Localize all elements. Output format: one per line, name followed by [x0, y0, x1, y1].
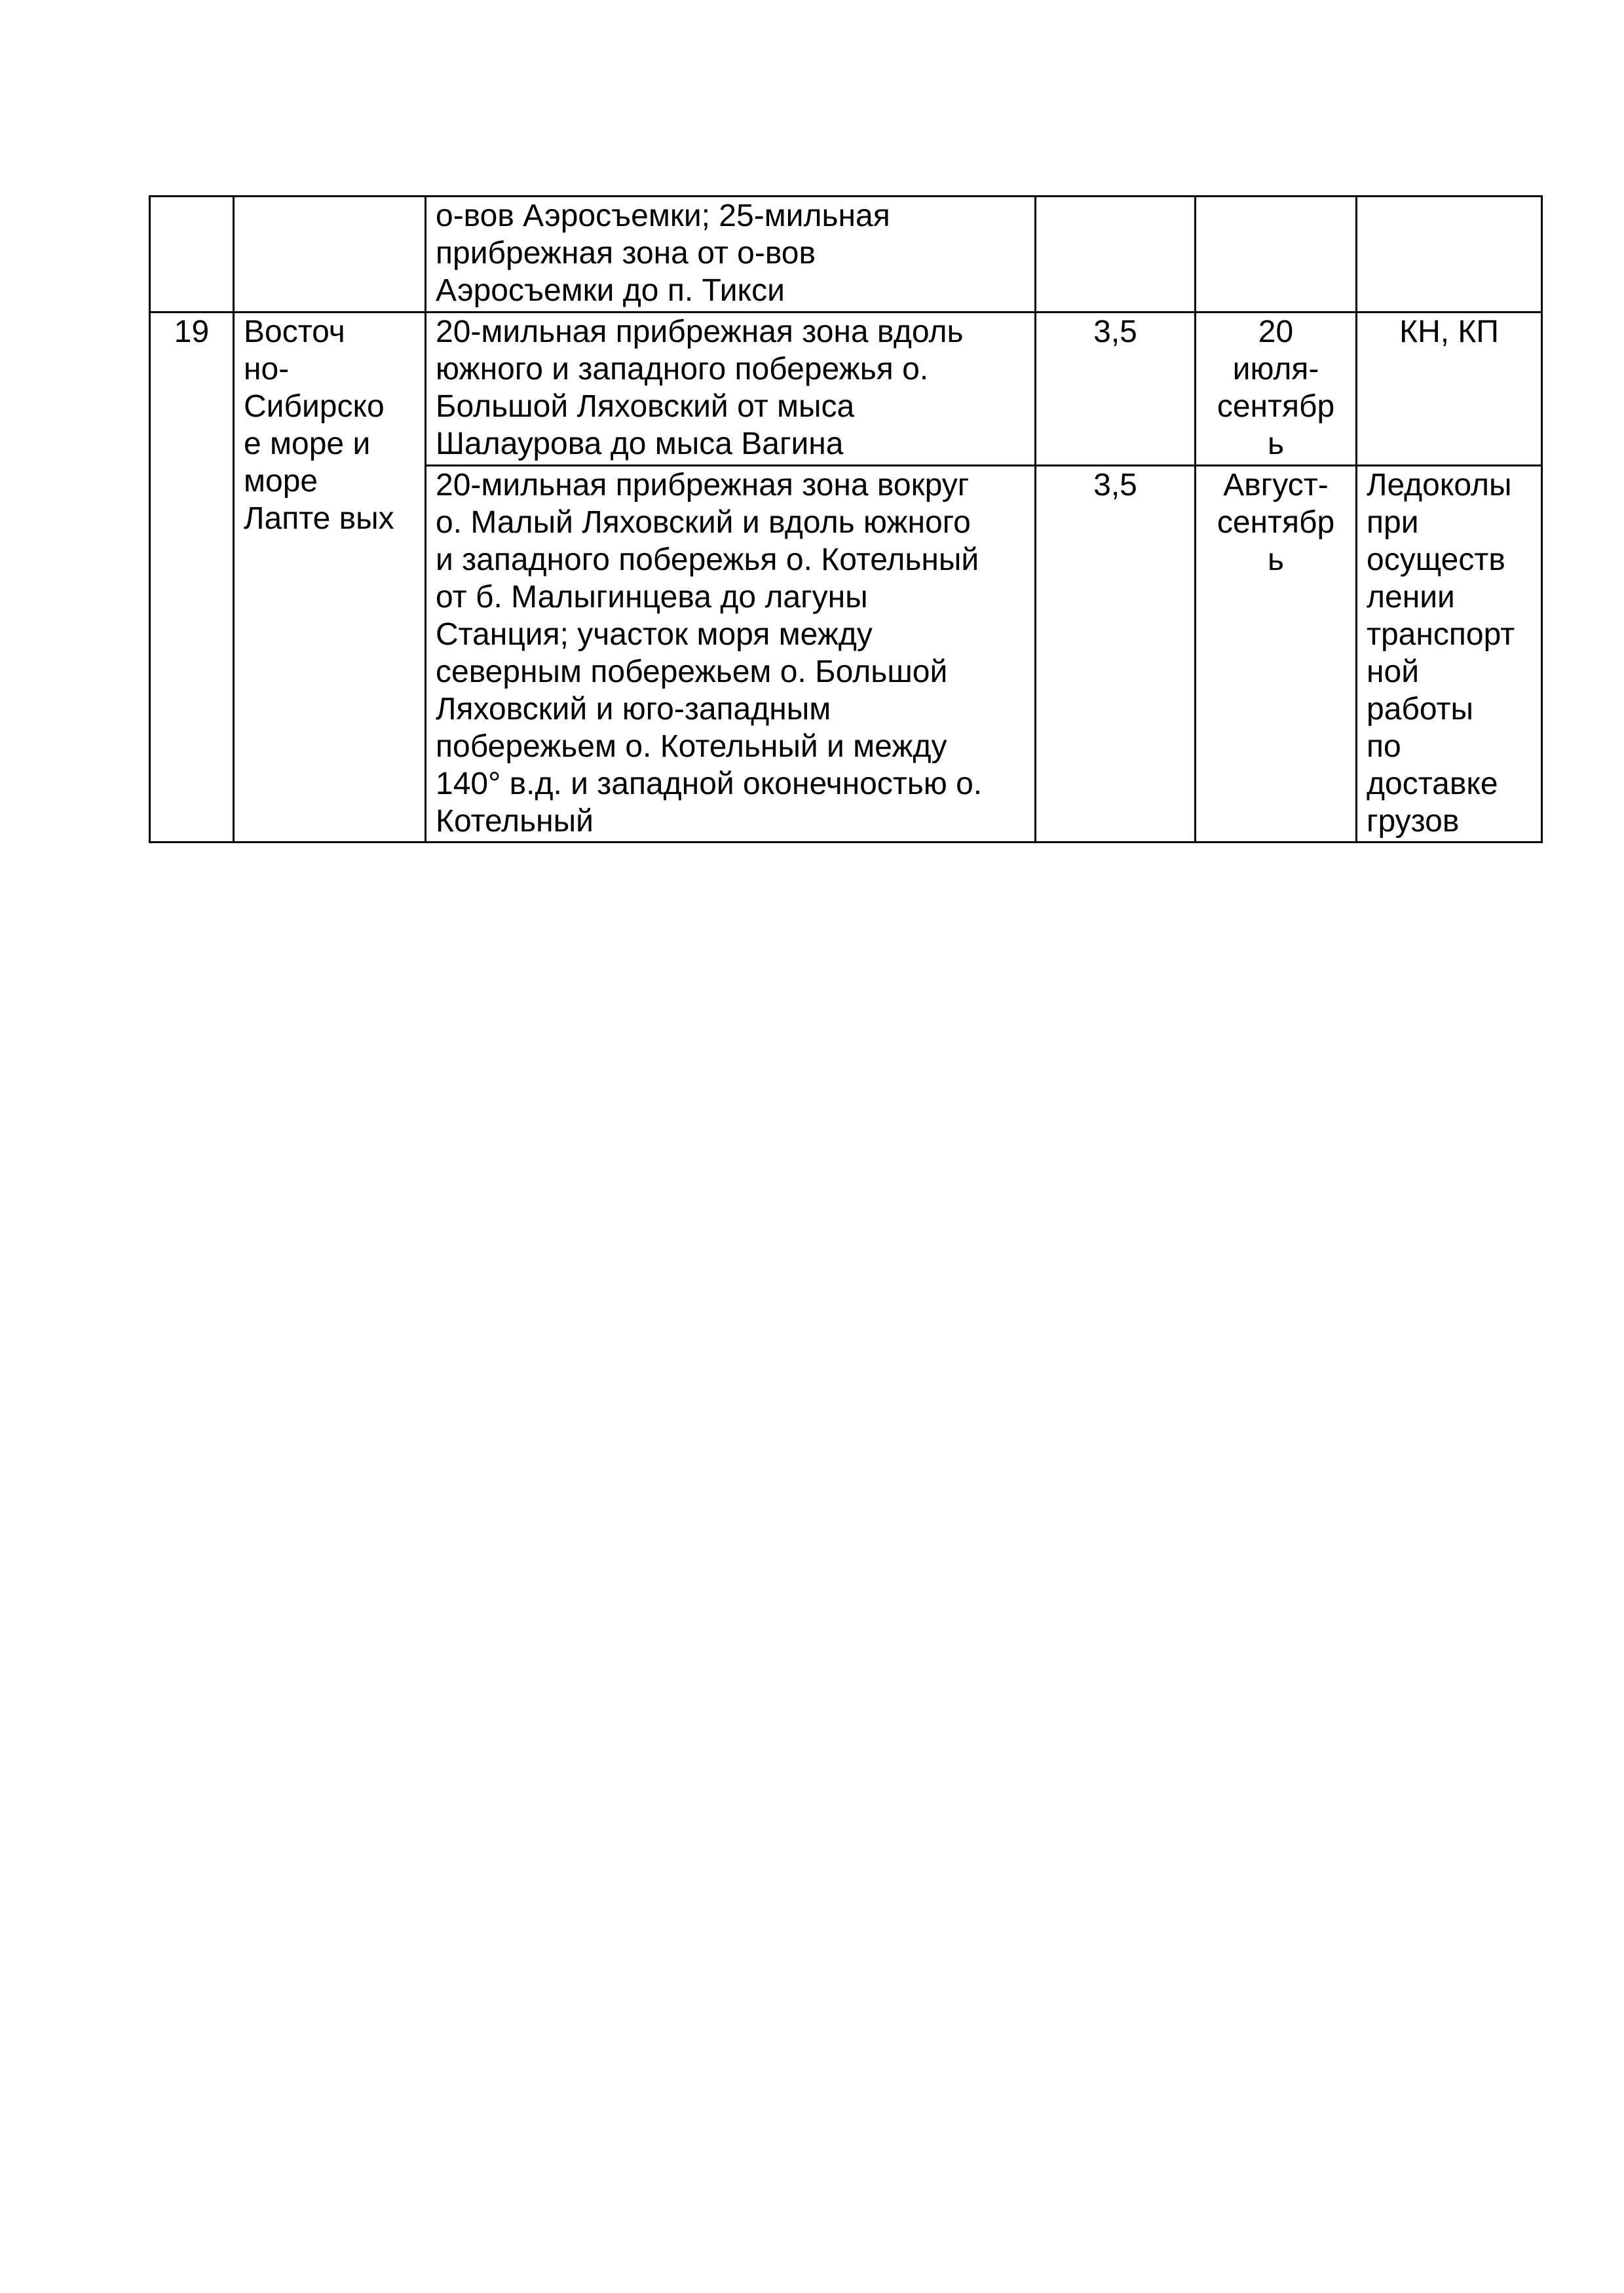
period-cell: [1196, 197, 1357, 313]
class-line: грузов: [1367, 804, 1460, 839]
class-line: транспорт: [1367, 617, 1515, 652]
period-line: сентябр: [1217, 505, 1335, 540]
period-line: ь: [1267, 426, 1284, 461]
row-number: 19: [174, 314, 210, 349]
class-line: при: [1367, 505, 1419, 540]
zone-line: побережьем о. Котельный и между: [436, 729, 947, 764]
period-line: Август-: [1223, 468, 1329, 502]
period-line: июля-: [1232, 352, 1319, 387]
sea-line: но-: [244, 352, 290, 387]
sea-line: Сибирско: [244, 389, 385, 424]
sea-name-cell: [234, 313, 426, 843]
class-cell: [1357, 313, 1542, 466]
sea-line: е море и: [244, 426, 371, 461]
class-line: по: [1367, 729, 1401, 764]
period-line: сентябр: [1217, 389, 1335, 424]
zone-line: и западного побережья о. Котельный: [436, 542, 979, 577]
class-line: Ледоколы: [1367, 468, 1512, 502]
class-line: доставке: [1367, 767, 1498, 801]
sea-line: Восточ: [244, 314, 345, 349]
regulation-table: [149, 195, 1543, 843]
value-cell: [1036, 313, 1196, 466]
value-text: 3,5: [1093, 468, 1137, 502]
sea-line: море: [244, 464, 318, 499]
zone-cell: [426, 197, 1036, 313]
zone-line: от б. Малыгинцева до лагуны: [436, 580, 868, 615]
zone-line: южного и западного побережья о.: [436, 352, 929, 387]
zone-line: 20-мильная прибрежная зона вокруг: [436, 468, 970, 502]
zone-line: северным побережьем о. Большой: [436, 654, 948, 689]
class-line: лении: [1367, 580, 1455, 615]
row-number-cell: [150, 313, 234, 843]
value-cell: [1036, 197, 1196, 313]
class-text: КН, КП: [1399, 314, 1499, 349]
zone-line: Шалаурова до мыса Вагина: [436, 426, 844, 461]
zone-line: 140° в.д. и западной оконечностью о.: [436, 767, 983, 801]
class-cell: [1357, 197, 1542, 313]
zone-line: Аэросъемки до п. Тикси: [436, 273, 785, 308]
value-cell: [1036, 466, 1196, 843]
zone-line: прибрежная зона от о-вов: [436, 236, 816, 271]
class-cell: [1357, 466, 1542, 843]
period-line: ь: [1267, 542, 1284, 577]
table-row-continued: [150, 197, 1542, 313]
zone-line: Станция; участок моря между: [436, 617, 873, 652]
period-cell: [1196, 313, 1357, 466]
class-line: ной: [1367, 654, 1420, 689]
number-cell: [150, 197, 234, 313]
zone-line: о-вов Аэросъемки; 25-мильная: [436, 199, 890, 233]
value-text: 3,5: [1093, 314, 1137, 349]
period-cell: [1196, 466, 1357, 843]
zone-cell: [426, 313, 1036, 466]
class-line: работы: [1367, 692, 1474, 727]
table-row-19a: [150, 313, 1542, 466]
period-line: 20: [1258, 314, 1294, 349]
zone-line: 20-мильная прибрежная зона вдоль: [436, 314, 964, 349]
zone-line: о. Малый Ляховский и вдоль южного: [436, 505, 971, 540]
zone-line: Котельный: [436, 804, 594, 839]
sea-line: Лапте вых: [244, 501, 394, 536]
sea-cell: [234, 197, 426, 313]
zone-line: Ляховский и юго-западным: [436, 692, 831, 727]
zone-cell: [426, 466, 1036, 843]
class-line: осуществ: [1367, 542, 1505, 577]
zone-line: Большой Ляховский от мыса: [436, 389, 855, 424]
